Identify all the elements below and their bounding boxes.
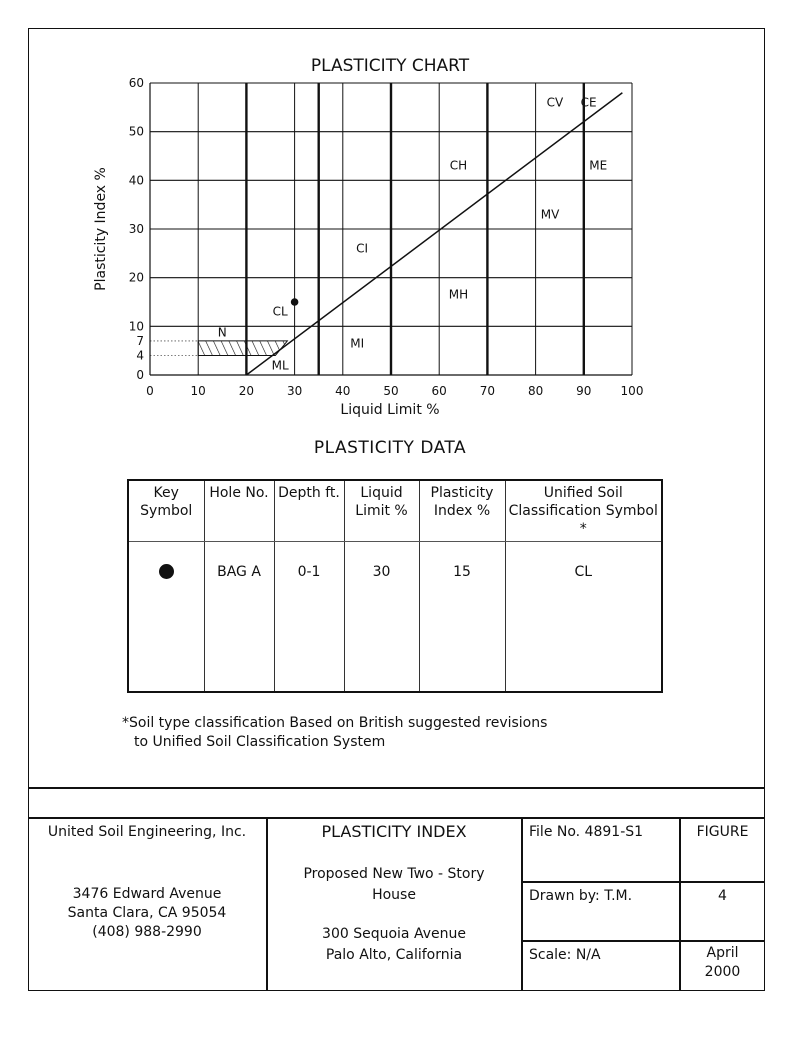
x-tick-label: 40 bbox=[335, 384, 351, 398]
address-line-2: Santa Clara, CA 95054 bbox=[67, 905, 227, 921]
data-point bbox=[291, 298, 299, 306]
zone-label: CV bbox=[546, 95, 564, 110]
chart-title: PLASTICITY CHART bbox=[310, 56, 470, 76]
hatched-zone bbox=[198, 341, 287, 356]
site-line-1: 300 Sequoia Avenue bbox=[322, 926, 466, 942]
zone-label: MI bbox=[350, 336, 365, 351]
y-tick-label: 60 bbox=[128, 76, 144, 90]
title-block-top-rule bbox=[28, 787, 765, 789]
x-tick-label: 30 bbox=[286, 384, 303, 398]
figure-number: 4 bbox=[718, 888, 727, 904]
title-block-rule bbox=[28, 817, 765, 819]
zone-label: MV bbox=[540, 207, 560, 222]
x-tick-label: 60 bbox=[431, 384, 447, 398]
file-number: File No. 4891-S1 bbox=[529, 824, 644, 840]
title-block-rule bbox=[521, 881, 765, 883]
plasticity-chart bbox=[0, 0, 800, 420]
zone-label: CL bbox=[272, 304, 288, 319]
title-block-rule bbox=[521, 940, 765, 942]
y-tick-label: 20 bbox=[128, 270, 144, 285]
date-year: 2000 bbox=[704, 964, 741, 980]
zone-label: CI bbox=[356, 241, 369, 256]
footnote-line-2: to Unified Soil Classification System bbox=[134, 734, 386, 750]
x-tick-label: 90 bbox=[576, 384, 592, 398]
x-tick-label: 10 bbox=[190, 384, 206, 398]
a-line bbox=[246, 93, 622, 375]
zone-label: N bbox=[217, 325, 227, 340]
x-tick-label: 20 bbox=[238, 384, 255, 398]
project-site bbox=[267, 924, 521, 966]
date-month: April bbox=[706, 945, 739, 961]
project-line-1: Proposed New Two - Story bbox=[303, 866, 485, 882]
footnote bbox=[122, 714, 547, 752]
zone-label: CH bbox=[449, 158, 468, 173]
company-name: United Soil Engineering, Inc. bbox=[47, 824, 247, 840]
cell-uscs-symbol: CL bbox=[505, 542, 662, 693]
y-tick-label: 10 bbox=[128, 319, 144, 334]
y-tick-label: 40 bbox=[128, 173, 144, 188]
header-depth: Depth ft. bbox=[274, 480, 344, 542]
drawn-by: Drawn by: T.M. bbox=[529, 888, 633, 904]
address-line-1: 3476 Edward Avenue bbox=[72, 886, 222, 902]
header-hole-no: Hole No. bbox=[204, 480, 274, 542]
x-tick-label: 50 bbox=[383, 384, 399, 398]
y-axis-label: Plasticity Index % bbox=[93, 167, 109, 291]
header-liquid-limit: Liquid Limit % bbox=[344, 480, 419, 542]
plasticity-data-title: PLASTICITY DATA bbox=[313, 438, 467, 458]
cell-hole: BAG A bbox=[204, 542, 274, 693]
y-tick-label: 7 bbox=[136, 333, 144, 348]
title-block-divider bbox=[521, 817, 523, 991]
zone-label: CE bbox=[580, 95, 597, 110]
y-tick-label: 4 bbox=[136, 348, 144, 363]
project-line-2: House bbox=[372, 887, 416, 903]
cell-plasticity-index: 15 bbox=[419, 542, 505, 693]
footnote-line-1: *Soil type classification Based on British suggested revisions bbox=[122, 715, 548, 731]
x-tick-label: 80 bbox=[527, 384, 544, 398]
company-address bbox=[28, 885, 266, 942]
header-plasticity-index: Plasticity Index % bbox=[419, 480, 505, 542]
zone-label: MH bbox=[448, 287, 469, 302]
scale: Scale: N/A bbox=[529, 947, 601, 963]
x-tick-label: 70 bbox=[479, 384, 496, 398]
header-uscs-symbol: Unified Soil Classification Symbol * bbox=[505, 480, 662, 542]
x-tick-label: 0 bbox=[146, 384, 154, 398]
cell-depth: 0-1 bbox=[274, 542, 344, 693]
y-tick-label: 50 bbox=[128, 124, 144, 139]
figure-label: FIGURE bbox=[696, 824, 749, 840]
plasticity-data-table bbox=[127, 479, 663, 693]
project-description bbox=[267, 864, 521, 906]
y-tick-label: 0 bbox=[136, 368, 144, 382]
site-line-2: Palo Alto, California bbox=[325, 947, 463, 963]
zone-label: ME bbox=[589, 158, 608, 173]
x-axis-label: Liquid Limit % bbox=[340, 402, 440, 418]
document-title: PLASTICITY INDEX bbox=[321, 822, 467, 841]
date bbox=[680, 944, 765, 982]
phone: (408) 988-2990 bbox=[92, 924, 202, 940]
cell-liquid-limit: 30 bbox=[344, 542, 419, 693]
table-row bbox=[128, 542, 662, 693]
header-key-symbol: Key Symbol bbox=[128, 480, 204, 542]
zone-label: ML bbox=[271, 358, 289, 373]
y-tick-label: 30 bbox=[128, 222, 144, 236]
key-symbol-dot-icon bbox=[159, 564, 174, 579]
x-tick-label: 100 bbox=[620, 384, 644, 398]
